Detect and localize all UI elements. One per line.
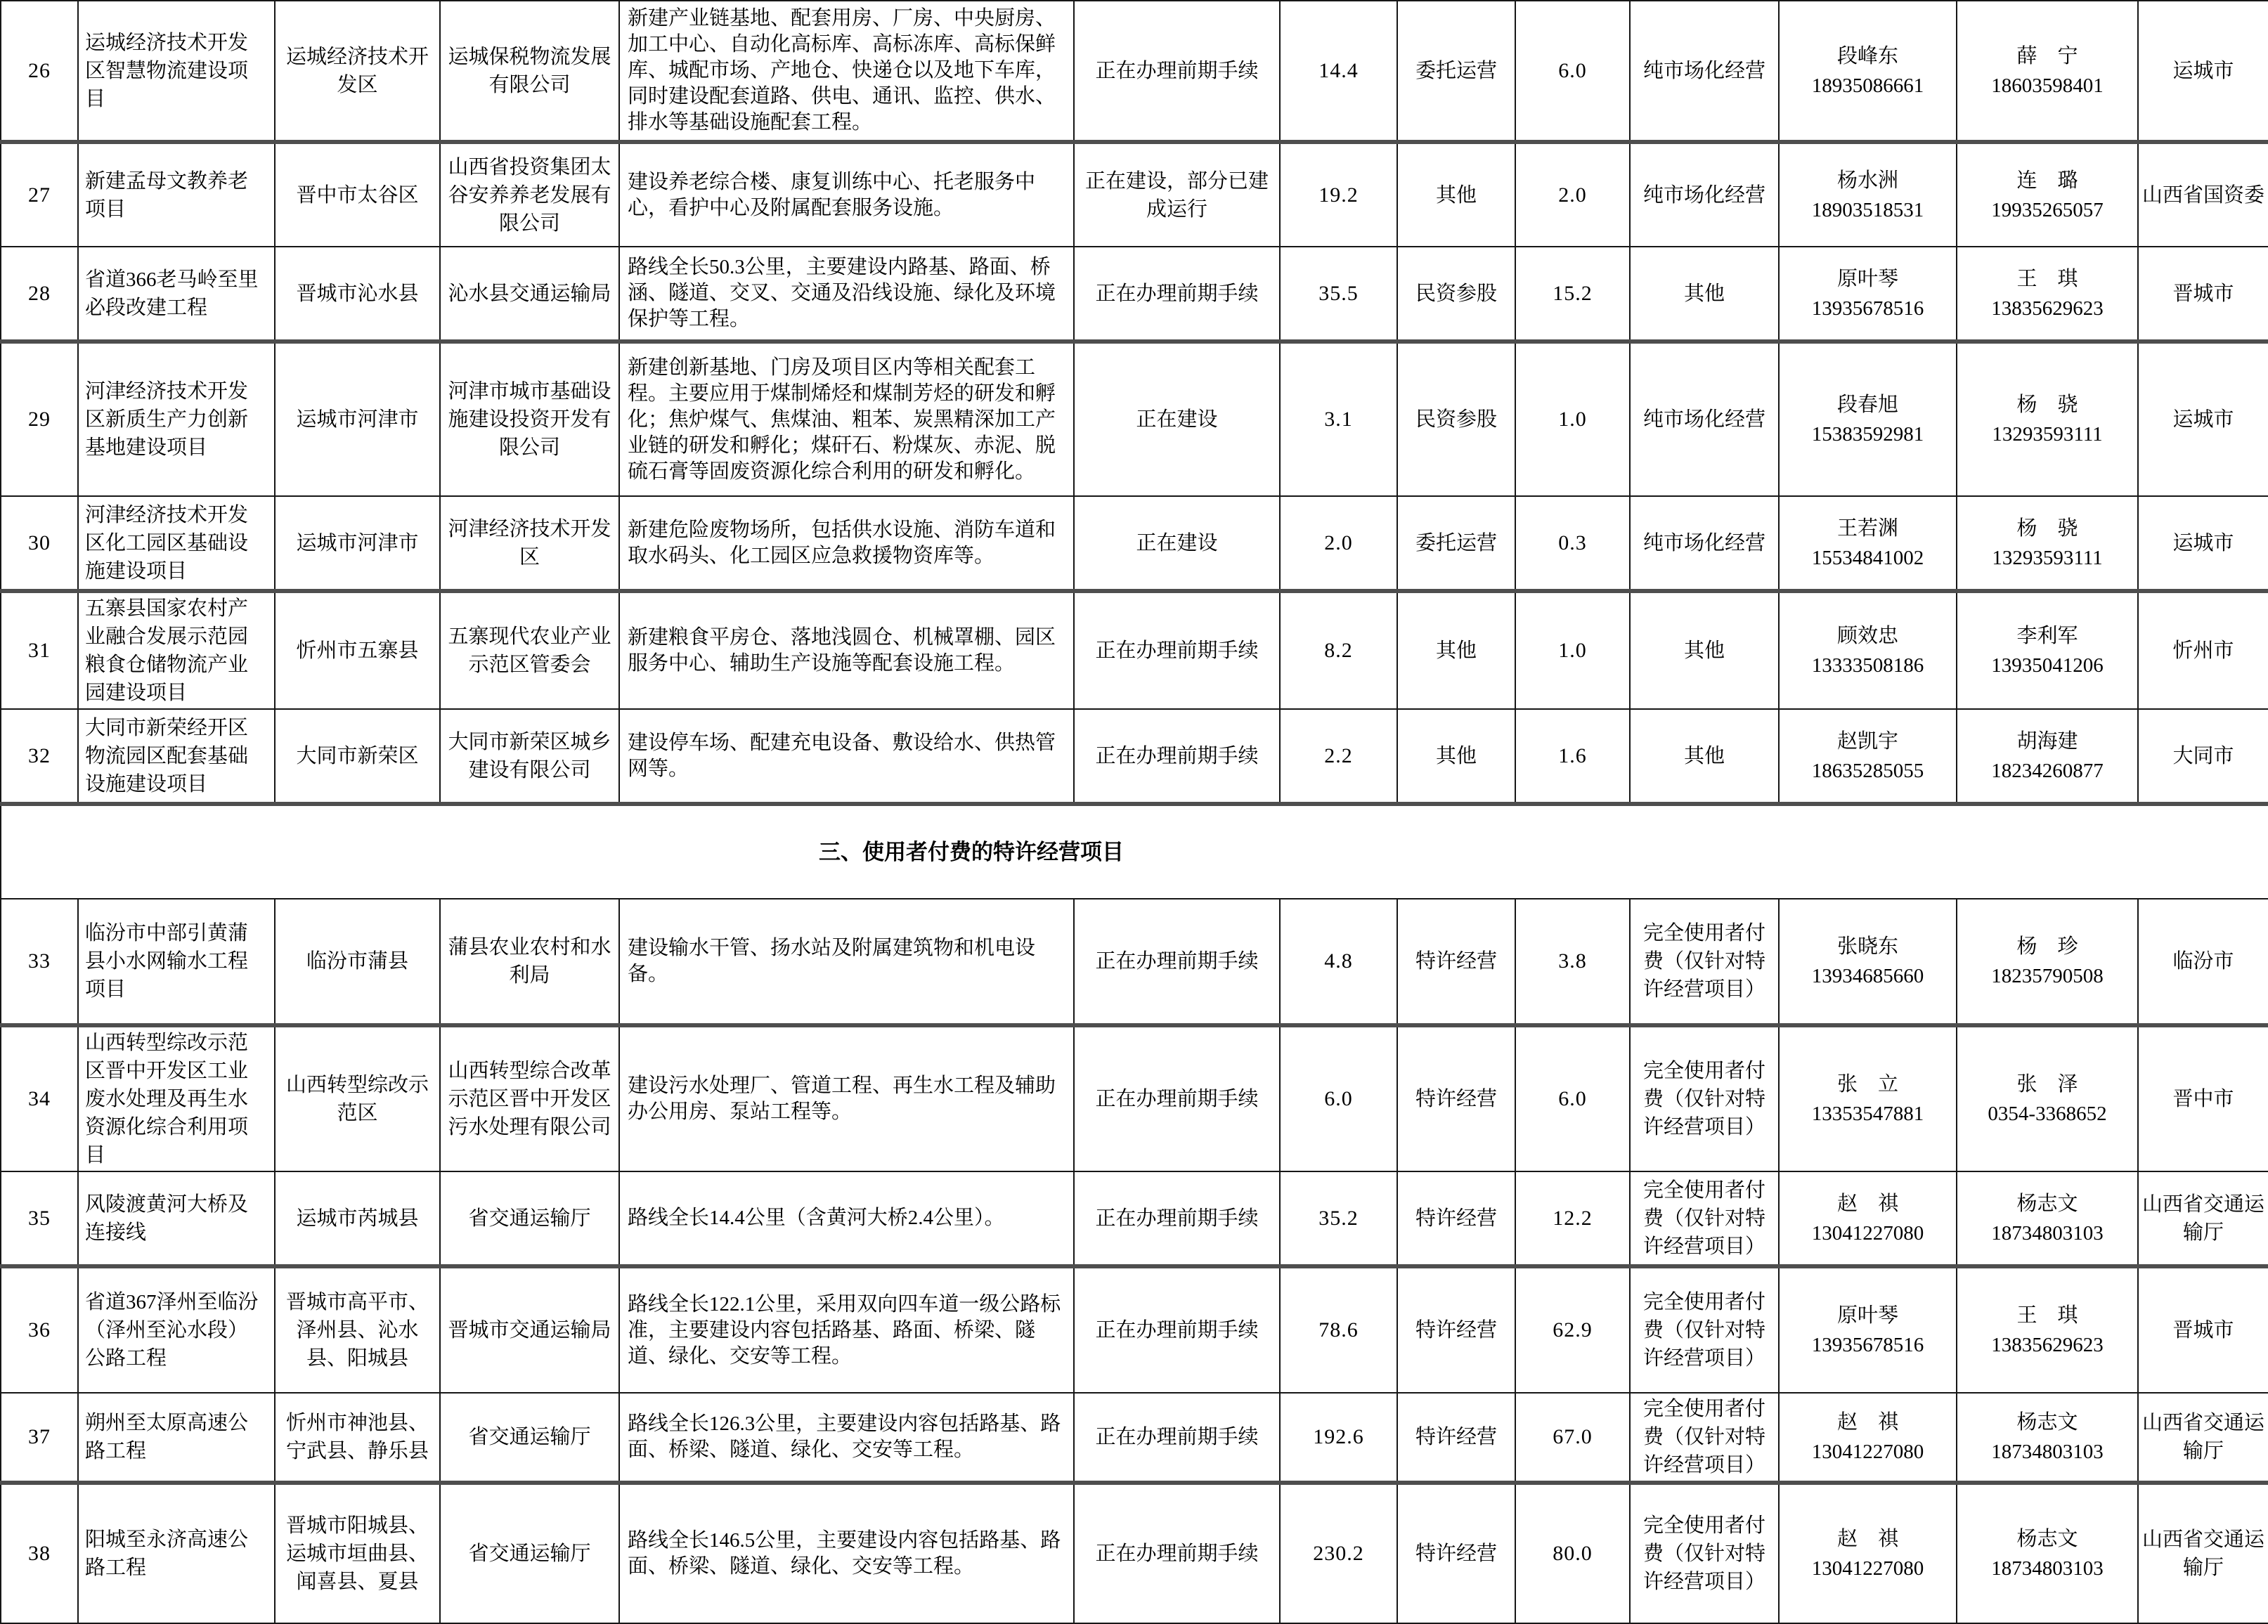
- cell-mode: 其他: [1397, 591, 1515, 709]
- cell-contact1: [1779, 709, 1957, 804]
- contact-phone: 18635285055: [1811, 759, 1924, 782]
- cell-no: 34: [1, 1025, 78, 1171]
- cell-status: 正在办理前期手续: [1074, 1171, 1280, 1266]
- cell-city: 山西省国资委: [2138, 142, 2268, 247]
- cell-location: 运城经济技术开发区: [275, 1, 440, 142]
- contact-phone: 13041227080: [1811, 1557, 1924, 1580]
- cell-investment: 192.6: [1280, 1393, 1397, 1483]
- cell-description: 路线全长14.4公里（含黄河大桥2.4公里）。: [619, 1171, 1074, 1266]
- cell-amount: 15.2: [1515, 247, 1630, 342]
- table-body-market-projects: [1, 1, 2268, 804]
- cell-contact1: [1779, 591, 1957, 709]
- cell-location: 晋城市高平市、泽州县、沁水县、阳城县: [275, 1266, 440, 1393]
- cell-amount: 80.0: [1515, 1483, 1630, 1623]
- cell-status: 正在办理前期手续: [1074, 1393, 1280, 1483]
- cell-mechanism: 纯市场化经营: [1630, 1, 1779, 142]
- cell-investment: 4.8: [1280, 899, 1397, 1025]
- cell-contact1: [1779, 342, 1957, 496]
- cell-mode: 特许经营: [1397, 1483, 1515, 1623]
- table-row: [1, 342, 2268, 496]
- table-row: [1, 1393, 2268, 1483]
- cell-owner: 河津市城市基础设施建设投资开发有限公司: [440, 342, 619, 496]
- cell-city: 运城市: [2138, 496, 2268, 591]
- cell-mode: 特许经营: [1397, 1266, 1515, 1393]
- contact-phone: 13041227080: [1811, 1441, 1924, 1463]
- cell-city: 运城市: [2138, 1, 2268, 142]
- contact-phone: 15534841002: [1811, 546, 1924, 569]
- cell-name: 新建孟母文教养老项目: [78, 142, 275, 247]
- cell-city: 山西省交通运输厅: [2138, 1393, 2268, 1483]
- contact-phone: 18903518531: [1811, 198, 1924, 221]
- cell-mode: 特许经营: [1397, 1393, 1515, 1483]
- cell-description: 新建危险废物场所，包括供水设施、消防车道和取水码头、化工园区应急救援物资库等。: [619, 496, 1074, 591]
- cell-location: 晋城市沁水县: [275, 247, 440, 342]
- cell-description: 建设养老综合楼、康复训练中心、托老服务中心，看护中心及附属配套服务设施。: [619, 142, 1074, 247]
- contact-phone: 19935265057: [1991, 198, 2104, 221]
- cell-location: 运城市芮城县: [275, 1171, 440, 1266]
- cell-description: 路线全长146.5公里，主要建设内容包括路基、路面、桥梁、隧道、绿化、交安等工程。: [619, 1483, 1074, 1623]
- cell-mode: 民资参股: [1397, 342, 1515, 496]
- contact-phone: 13353547881: [1811, 1103, 1924, 1125]
- section-header-row: [1, 804, 2268, 899]
- contact-name: 原叶琴: [1836, 1304, 1898, 1327]
- cell-no: 26: [1, 1, 78, 142]
- contact-name: 张 立: [1836, 1073, 1898, 1096]
- cell-city: 山西省交通运输厅: [2138, 1483, 2268, 1623]
- cell-contact2: [1957, 1025, 2138, 1171]
- section-header-cell: [1, 804, 2268, 899]
- contact-phone: 0354-3368652: [1988, 1103, 2107, 1125]
- contact-name: 薛 宁: [2016, 44, 2078, 67]
- cell-amount: 1.6: [1515, 709, 1630, 804]
- cell-name: 朔州至太原高速公路工程: [78, 1393, 275, 1483]
- cell-no: 29: [1, 342, 78, 496]
- cell-city: 晋城市: [2138, 1266, 2268, 1393]
- cell-description: 新建产业链基地、配套用房、厂房、中央厨房、加工中心、自动化高标库、高标冻库、高标保鲜库、城配市场、产地仓、快递仓以及地下车库，同时建设配套道路、供电、通讯、监控、供水、排水等基础设施配套工程。: [619, 1, 1074, 142]
- cell-mechanism: 纯市场化经营: [1630, 342, 1779, 496]
- cell-description: 建设污水处理厂、管道工程、再生水工程及辅助办公用房、泵站工程等。: [619, 1025, 1074, 1171]
- cell-location: 运城市河津市: [275, 496, 440, 591]
- cell-investment: 78.6: [1280, 1266, 1397, 1393]
- cell-contact2: [1957, 1393, 2138, 1483]
- contact-phone: 18734803103: [1991, 1221, 2104, 1245]
- cell-name: 河津经济技术开发区新质生产力创新基地建设项目: [78, 342, 275, 496]
- cell-amount: 6.0: [1515, 1025, 1630, 1171]
- cell-description: 建设输水干管、扬水站及附属建筑物和机电设备。: [619, 899, 1074, 1025]
- cell-owner: 晋城市交通运输局: [440, 1266, 619, 1393]
- cell-status: 正在建设: [1074, 342, 1280, 496]
- cell-no: 27: [1, 142, 78, 247]
- cell-description: 建设停车场、配建充电设备、敷设给水、供热管网等。: [619, 709, 1074, 804]
- cell-owner: 五寨现代农业产业示范区管委会: [440, 591, 619, 709]
- table-row: [1, 1483, 2268, 1623]
- cell-status: 正在建设，部分已建成运行: [1074, 142, 1280, 247]
- cell-city: 晋城市: [2138, 247, 2268, 342]
- contact-phone: 13041227080: [1811, 1221, 1924, 1245]
- cell-location: 晋中市太谷区: [275, 142, 440, 247]
- cell-investment: 230.2: [1280, 1483, 1397, 1623]
- cell-mechanism: 其他: [1630, 591, 1779, 709]
- cell-no: 35: [1, 1171, 78, 1266]
- cell-name: 风陵渡黄河大桥及连接线: [78, 1171, 275, 1266]
- cell-no: 31: [1, 591, 78, 709]
- contact-phone: 13935678516: [1811, 1334, 1924, 1356]
- cell-contact1: [1779, 247, 1957, 342]
- contact-name: 杨志文: [2016, 1411, 2078, 1434]
- cell-mode: 其他: [1397, 709, 1515, 804]
- cell-location: 山西转型综改示范区: [275, 1025, 440, 1171]
- contact-name: 赵凯宇: [1836, 729, 1898, 753]
- cell-status: 正在办理前期手续: [1074, 591, 1280, 709]
- cell-contact2: [1957, 1171, 2138, 1266]
- cell-location: 大同市新荣区: [275, 709, 440, 804]
- cell-location: 运城市河津市: [275, 342, 440, 496]
- contact-phone: 18734803103: [1991, 1557, 2104, 1580]
- contact-phone: 18235790508: [1991, 965, 2104, 987]
- cell-owner: 省交通运输厅: [440, 1171, 619, 1266]
- contact-phone: 13835629623: [1991, 297, 2104, 320]
- cell-city: 运城市: [2138, 342, 2268, 496]
- cell-mechanism: 纯市场化经营: [1630, 142, 1779, 247]
- cell-contact1: [1779, 899, 1957, 1025]
- table-row: [1, 496, 2268, 591]
- cell-mode: 民资参股: [1397, 247, 1515, 342]
- cell-no: 33: [1, 899, 78, 1025]
- cell-contact2: [1957, 709, 2138, 804]
- cell-investment: 2.2: [1280, 709, 1397, 804]
- cell-amount: 3.8: [1515, 899, 1630, 1025]
- cell-owner: 河津经济技术开发区: [440, 496, 619, 591]
- cell-no: 32: [1, 709, 78, 804]
- cell-amount: 12.2: [1515, 1171, 1630, 1266]
- table-body-section: [1, 804, 2268, 899]
- cell-contact2: [1957, 247, 2138, 342]
- cell-contact2: [1957, 342, 2138, 496]
- cell-mechanism: 完全使用者付费（仅针对特许经营项目）: [1630, 1393, 1779, 1483]
- cell-status: 正在建设: [1074, 496, 1280, 591]
- contact-phone: 13293593111: [1992, 546, 2103, 569]
- cell-location: 忻州市五寨县: [275, 591, 440, 709]
- cell-no: 36: [1, 1266, 78, 1393]
- cell-mechanism: 其他: [1630, 709, 1779, 804]
- cell-name: 阳城至永济高速公路工程: [78, 1483, 275, 1623]
- cell-mode: 委托运营: [1397, 1, 1515, 142]
- cell-mechanism: 完全使用者付费（仅针对特许经营项目）: [1630, 1025, 1779, 1171]
- contact-phone: 13835629623: [1991, 1334, 2104, 1356]
- cell-investment: 6.0: [1280, 1025, 1397, 1171]
- contact-name: 杨 珍: [2016, 935, 2078, 958]
- cell-owner: 沁水县交通运输局: [440, 247, 619, 342]
- contact-name: 杨 骁: [2016, 394, 2078, 416]
- cell-amount: 6.0: [1515, 1, 1630, 142]
- cell-status: 正在办理前期手续: [1074, 1483, 1280, 1623]
- cell-mechanism: 其他: [1630, 247, 1779, 342]
- contact-name: 张晓东: [1836, 935, 1898, 958]
- cell-mode: 其他: [1397, 142, 1515, 247]
- cell-mechanism: 完全使用者付费（仅针对特许经营项目）: [1630, 1483, 1779, 1623]
- contact-name: 胡海建: [2016, 729, 2078, 753]
- cell-city: 山西省交通运输厅: [2138, 1171, 2268, 1266]
- cell-amount: 0.3: [1515, 496, 1630, 591]
- cell-contact1: [1779, 1393, 1957, 1483]
- contact-name: 连 璐: [2016, 169, 2078, 192]
- cell-name: 山西转型综改示范区晋中开发区工业废水处理及再生水资源化综合利用项目: [78, 1025, 275, 1171]
- contact-phone: 13935041206: [1991, 654, 2104, 677]
- cell-contact1: [1779, 142, 1957, 247]
- cell-mode: 委托运营: [1397, 496, 1515, 591]
- cell-contact2: [1957, 591, 2138, 709]
- cell-contact2: [1957, 1, 2138, 142]
- table-body-user-pay-projects: [1, 899, 2268, 1623]
- cell-description: 新建创新基地、门房及项目区内等相关配套工程。主要应用于煤制烯烃和煤制芳烃的研发和孵化；焦炉煤气、焦煤油、粗苯、炭黑精深加工产业链的研发和孵化；煤矸石、粉煤灰、赤泥、脱硫石膏等固废资源化综合利用的研发和孵化。: [619, 342, 1074, 496]
- cell-owner: 山西转型综合改革示范区晋中开发区污水处理有限公司: [440, 1025, 619, 1171]
- cell-owner: 省交通运输厅: [440, 1483, 619, 1623]
- contact-phone: 13935678516: [1811, 297, 1924, 320]
- contact-phone: 15383592981: [1811, 423, 1924, 446]
- cell-mode: 特许经营: [1397, 1171, 1515, 1266]
- cell-status: 正在办理前期手续: [1074, 1266, 1280, 1393]
- cell-name: 运城经济技术开发区智慧物流建设项目: [78, 1, 275, 142]
- cell-investment: 14.4: [1280, 1, 1397, 142]
- cell-investment: 35.5: [1280, 247, 1397, 342]
- contact-phone: 18935086661: [1811, 74, 1924, 97]
- cell-contact2: [1957, 1266, 2138, 1393]
- cell-mode: 特许经营: [1397, 1025, 1515, 1171]
- cell-city: 临汾市: [2138, 899, 2268, 1025]
- cell-no: 28: [1, 247, 78, 342]
- cell-contact2: [1957, 1483, 2138, 1623]
- cell-amount: 1.0: [1515, 342, 1630, 496]
- cell-name: 河津经济技术开发区化工园区基础设施建设项目: [78, 496, 275, 591]
- cell-contact2: [1957, 899, 2138, 1025]
- cell-owner: 大同市新荣区城乡建设有限公司: [440, 709, 619, 804]
- cell-description: 路线全长126.3公里，主要建设内容包括路基、路面、桥梁、隧道、绿化、交安等工程。: [619, 1393, 1074, 1483]
- cell-contact1: [1779, 1266, 1957, 1393]
- cell-location: 临汾市蒲县: [275, 899, 440, 1025]
- cell-contact2: [1957, 142, 2138, 247]
- table-row: [1, 1, 2268, 142]
- table-row: [1, 1025, 2268, 1171]
- cell-name: 五寨县国家农村产业融合发展示范园粮食仓储物流产业园建设项目: [78, 591, 275, 709]
- cell-no: 37: [1, 1393, 78, 1483]
- table-row: [1, 899, 2268, 1025]
- cell-investment: 19.2: [1280, 142, 1397, 247]
- contact-name: 杨志文: [2016, 1192, 2078, 1215]
- table-row: [1, 709, 2268, 804]
- section-header-label: 三、使用者付费的特许经营项目: [819, 839, 1124, 864]
- cell-amount: 62.9: [1515, 1266, 1630, 1393]
- contact-name: 李利军: [2016, 625, 2078, 647]
- cell-contact2: [1957, 496, 2138, 591]
- cell-description: 路线全长50.3公里，主要建设内路基、路面、桥涵、隧道、交叉、交通及沿线设施、绿化及环境保护等工程。: [619, 247, 1074, 342]
- cell-status: 正在办理前期手续: [1074, 1025, 1280, 1171]
- contact-name: 王 琪: [2016, 267, 2078, 290]
- cell-investment: 35.2: [1280, 1171, 1397, 1266]
- contact-phone: 13934685660: [1811, 965, 1924, 987]
- contact-phone: 13293593111: [1992, 423, 2103, 446]
- contact-name: 杨水洲: [1836, 169, 1898, 192]
- cell-status: 正在办理前期手续: [1074, 899, 1280, 1025]
- cell-owner: 蒲县农业农村和水利局: [440, 899, 619, 1025]
- contact-name: 段峰东: [1836, 44, 1898, 67]
- cell-mode: 特许经营: [1397, 899, 1515, 1025]
- cell-location: 忻州市神池县、宁武县、静乐县: [275, 1393, 440, 1483]
- cell-contact1: [1779, 1, 1957, 142]
- cell-status: 正在办理前期手续: [1074, 709, 1280, 804]
- cell-owner: 山西省投资集团太谷安养养老发展有限公司: [440, 142, 619, 247]
- cell-mechanism: 完全使用者付费（仅针对特许经营项目）: [1630, 899, 1779, 1025]
- contact-name: 王 琪: [2016, 1304, 2078, 1327]
- cell-status: 正在办理前期手续: [1074, 247, 1280, 342]
- cell-mechanism: 完全使用者付费（仅针对特许经营项目）: [1630, 1266, 1779, 1393]
- contact-name: 赵 祺: [1836, 1411, 1898, 1434]
- cell-amount: 67.0: [1515, 1393, 1630, 1483]
- cell-city: 大同市: [2138, 709, 2268, 804]
- cell-contact1: [1779, 1025, 1957, 1171]
- contact-name: 赵 祺: [1836, 1528, 1898, 1550]
- contact-name: 顾效忠: [1836, 625, 1898, 647]
- cell-description: 新建粮食平房仓、落地浅圆仓、机械罩棚、园区服务中心、辅助生产设施等配套设施工程。: [619, 591, 1074, 709]
- contact-name: 王若渊: [1836, 517, 1898, 540]
- cell-amount: 2.0: [1515, 142, 1630, 247]
- cell-amount: 1.0: [1515, 591, 1630, 709]
- cell-contact1: [1779, 1171, 1957, 1266]
- contact-name: 原叶琴: [1836, 267, 1898, 290]
- table-row: [1, 1171, 2268, 1266]
- contact-name: 张 泽: [2016, 1073, 2078, 1096]
- cell-contact1: [1779, 1483, 1957, 1623]
- cell-no: 30: [1, 496, 78, 591]
- contact-name: 杨志文: [2016, 1528, 2078, 1550]
- table-row: [1, 591, 2268, 709]
- table-row: [1, 142, 2268, 247]
- cell-owner: 运城保税物流发展有限公司: [440, 1, 619, 142]
- contact-phone: 18603598401: [1991, 74, 2104, 97]
- contact-phone: 18734803103: [1991, 1441, 2104, 1463]
- cell-investment: 3.1: [1280, 342, 1397, 496]
- contact-name: 赵 祺: [1836, 1192, 1898, 1215]
- cell-name: 大同市新荣经开区物流园区配套基础设施建设项目: [78, 709, 275, 804]
- cell-no: 38: [1, 1483, 78, 1623]
- cell-location: 晋城市阳城县、运城市垣曲县、闻喜县、夏县: [275, 1483, 440, 1623]
- cell-name: 省道366老马岭至里必段改建工程: [78, 247, 275, 342]
- cell-city: 忻州市: [2138, 591, 2268, 709]
- cell-mechanism: 完全使用者付费（仅针对特许经营项目）: [1630, 1171, 1779, 1266]
- contact-phone: 18234260877: [1991, 759, 2104, 782]
- cell-contact1: [1779, 496, 1957, 591]
- cell-name: 省道367泽州至临汾（泽州至沁水段）公路工程: [78, 1266, 275, 1393]
- cell-status: 正在办理前期手续: [1074, 1, 1280, 142]
- cell-investment: 2.0: [1280, 496, 1397, 591]
- contact-phone: 13333508186: [1811, 654, 1924, 677]
- contact-name: 杨 骁: [2016, 517, 2078, 540]
- cell-owner: 省交通运输厅: [440, 1393, 619, 1483]
- cell-description: 路线全长122.1公里，采用双向四车道一级公路标准，主要建设内容包括路基、路面、桥梁、隧道、绿化、交安等工程。: [619, 1266, 1074, 1393]
- contact-name: 段春旭: [1836, 394, 1898, 416]
- table-row: [1, 247, 2268, 342]
- cell-mechanism: 纯市场化经营: [1630, 496, 1779, 591]
- cell-city: 晋中市: [2138, 1025, 2268, 1171]
- cell-name: 临汾市中部引黄蒲县小水网输水工程项目: [78, 899, 275, 1025]
- cell-investment: 8.2: [1280, 591, 1397, 709]
- table-row: [1, 1266, 2268, 1393]
